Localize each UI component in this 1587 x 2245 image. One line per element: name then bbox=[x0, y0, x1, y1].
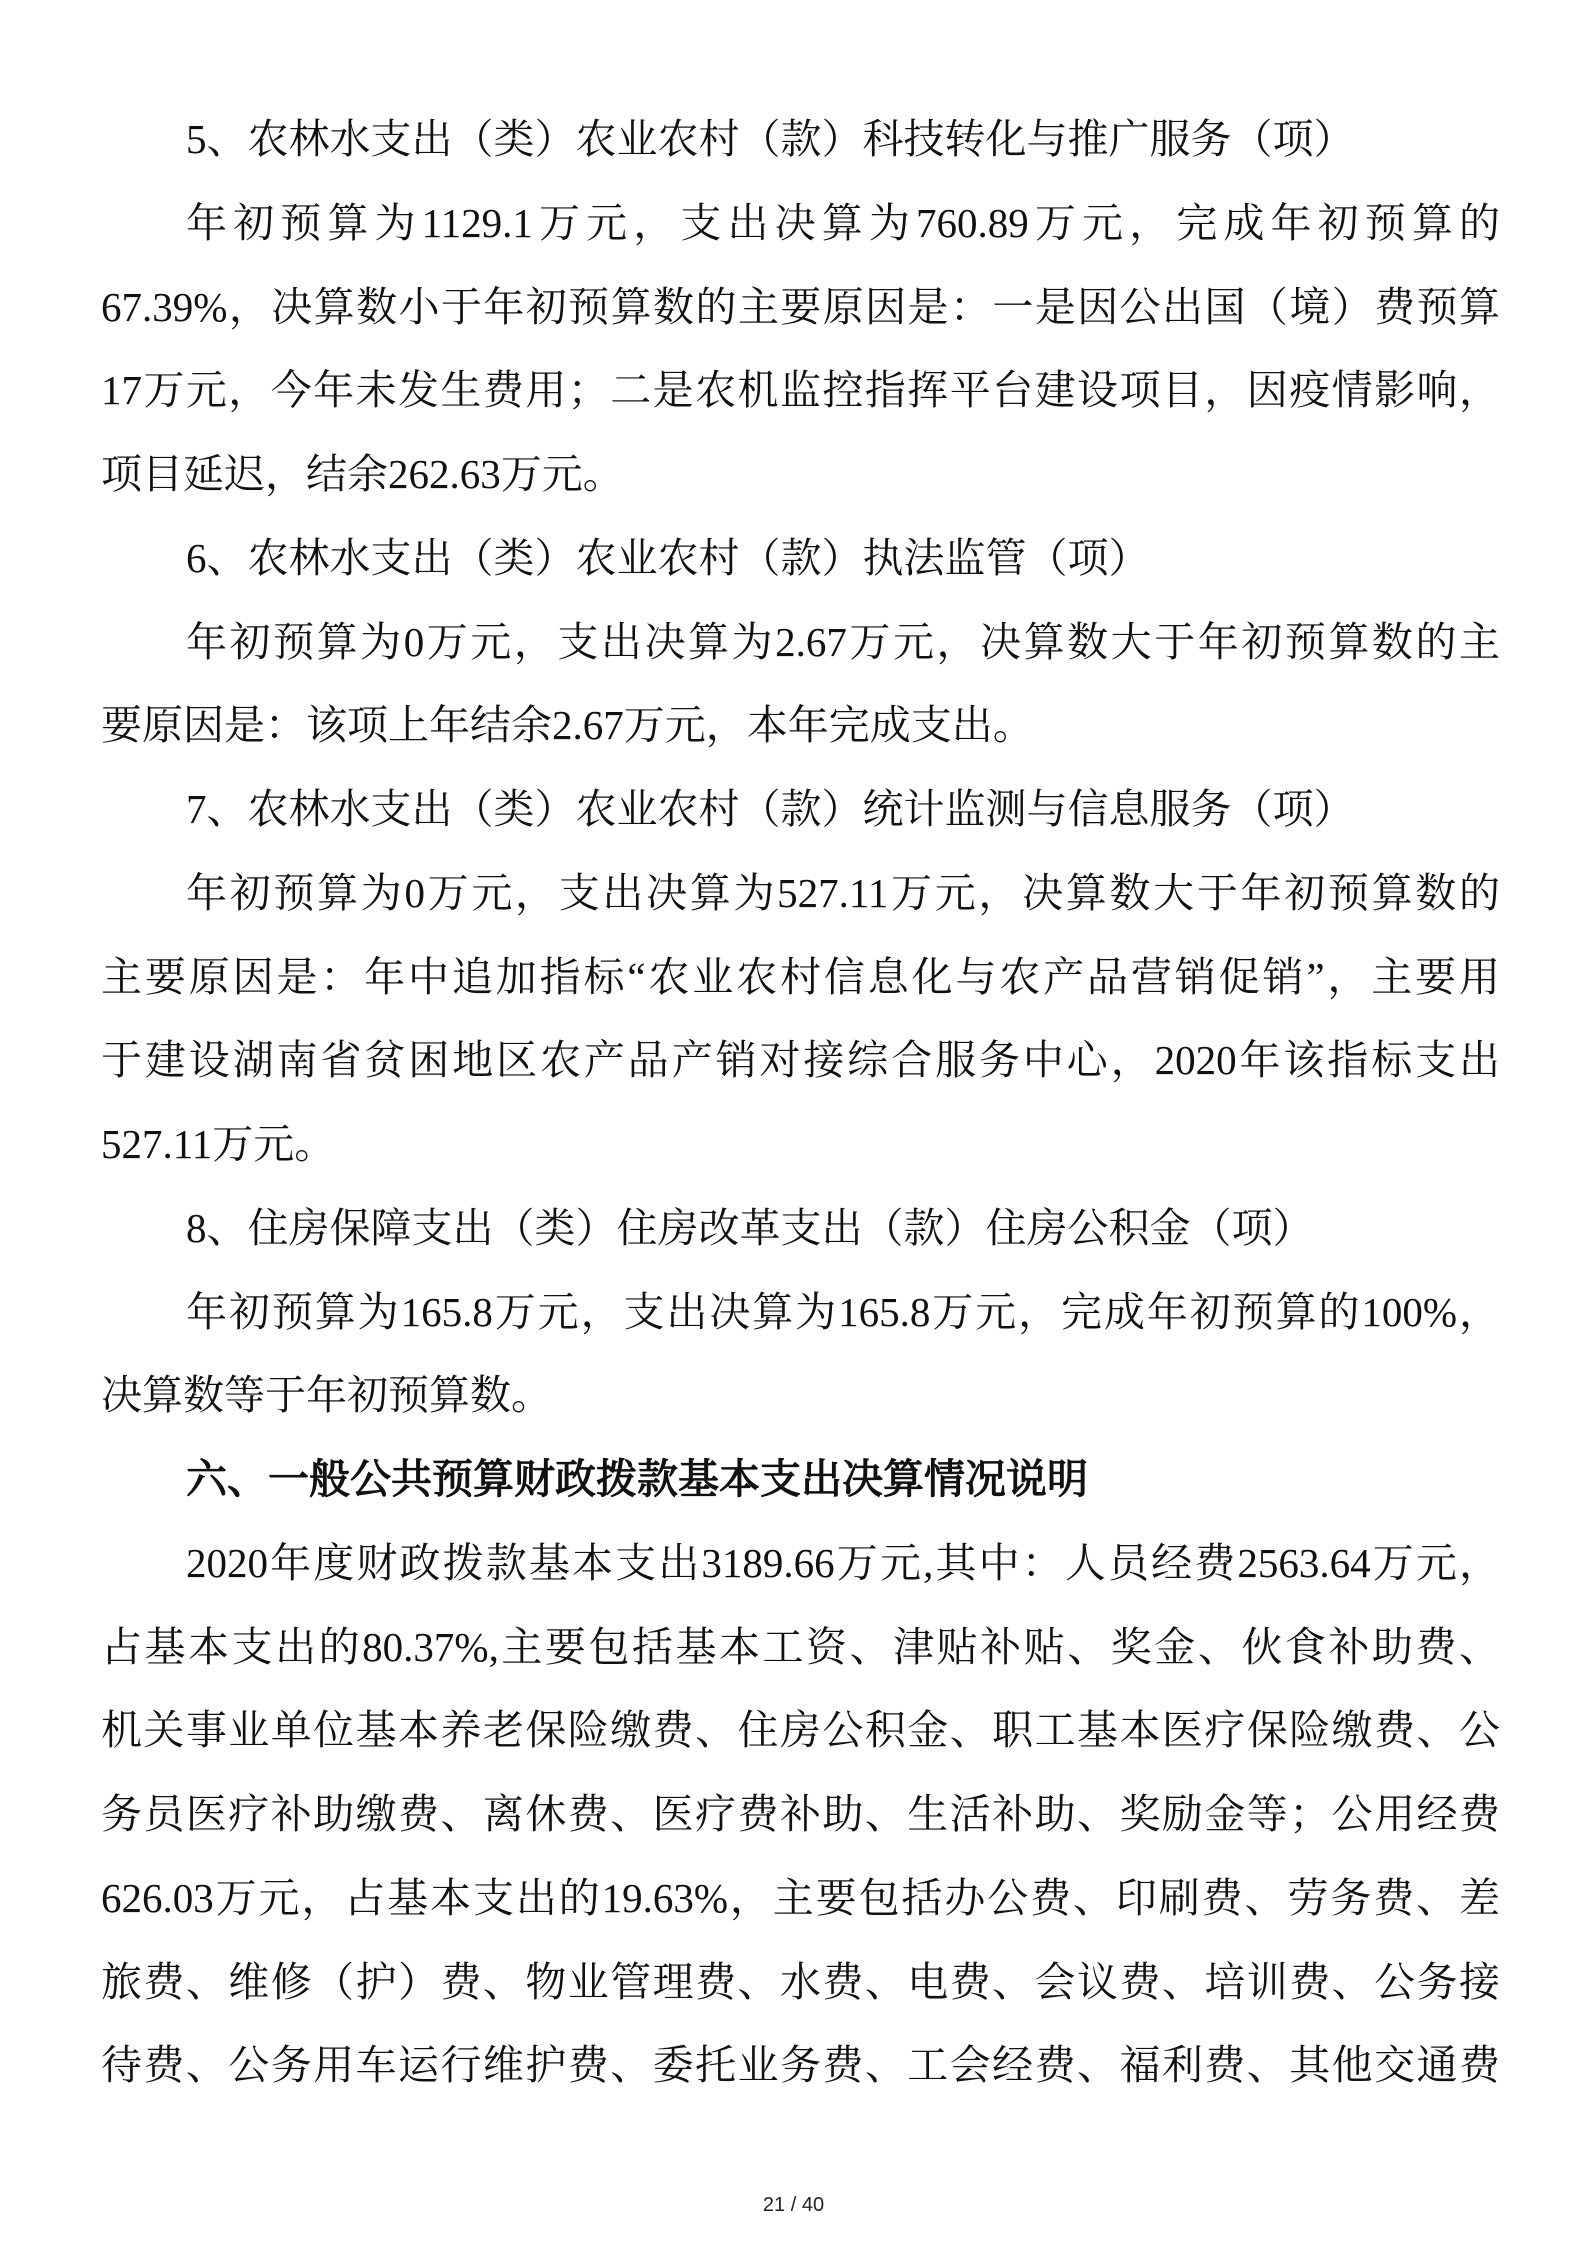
item-heading-5 bbox=[101, 98, 1500, 182]
paragraph-line: 旅费、维修（护）费、物业管理费、水费、电费、会议费、培训费、公务接 bbox=[101, 1958, 1500, 2005]
paragraph-line: 5、农林水支出（类）农业农村（款）科技转化与推广服务（项） bbox=[186, 116, 1355, 162]
section-body-6 bbox=[101, 1522, 1500, 2108]
item-heading-6 bbox=[101, 517, 1500, 601]
paragraph-line: 要原因是：该项上年结余2.67万元，本年完成支出。 bbox=[101, 702, 1034, 749]
section-heading-6 bbox=[101, 1438, 1500, 1522]
item-heading-7 bbox=[101, 768, 1500, 852]
item-heading-8 bbox=[101, 1187, 1500, 1271]
paragraph-line: 于建设湖南省贫困地区农产品产销对接综合服务中心，2020年该指标支出 bbox=[101, 1037, 1500, 1084]
paragraph-line: 待费、公务用车运行维护费、委托业务费、工会经费、福利费、其他交通费 bbox=[101, 2042, 1500, 2089]
paragraph-line: 年初预算为165.8万元，支出决算为165.8万元，完成年初预算的100%， bbox=[186, 1288, 1500, 1335]
item-body-8 bbox=[101, 1271, 1500, 1439]
item-body-5 bbox=[101, 182, 1500, 517]
paragraph-line: 决算数等于年初预算数。 bbox=[101, 1372, 552, 1419]
page-number: 21 / 40 bbox=[762, 2194, 825, 2216]
document-body bbox=[101, 98, 1500, 2108]
paragraph-line: 年初预算为0万元，支出决算为527.11万元，决算数大于年初预算数的 bbox=[186, 869, 1500, 916]
paragraph-line: 17万元，今年未发生费用；二是农机监控指挥平台建设项目，因疫情影响， bbox=[101, 367, 1500, 414]
item-body-7 bbox=[101, 852, 1500, 1187]
paragraph-line: 主要原因是：年中追加指标“农业农村信息化与农产品营销促销”，主要用 bbox=[101, 953, 1500, 1000]
paragraph-line: 7、农林水支出（类）农业农村（款）统计监测与信息服务（项） bbox=[186, 786, 1355, 832]
paragraph-line: 年初预算为0万元，支出决算为2.67万元，决算数大于年初预算数的主 bbox=[186, 618, 1500, 665]
item-body-6 bbox=[101, 601, 1500, 769]
paragraph-line: 626.03万元，占基本支出的19.63%，主要包括办公费、印刷费、劳务费、差 bbox=[101, 1874, 1500, 1921]
paragraph-line: 项目延迟，结余262.63万元。 bbox=[101, 451, 624, 497]
paragraph-line: 年初预算为1129.1万元，支出决算为760.89万元，完成年初预算的 bbox=[186, 199, 1500, 246]
paragraph-line: 占基本支出的80.37%,主要包括基本工资、津贴补贴、奖金、伙食补助费、 bbox=[101, 1623, 1500, 1670]
paragraph-line: 务员医疗补助缴费、离休费、医疗费补助、生活补助、奖励金等；公用经费 bbox=[101, 1791, 1500, 1837]
paragraph-line: 527.11万元。 bbox=[101, 1121, 336, 1167]
paragraph-line: 67.39%，决算数小于年初预算数的主要原因是：一是因公出国（境）费预算 bbox=[101, 283, 1500, 330]
paragraph-line: 2020年度财政拨款基本支出3189.66万元,其中：人员经费2563.64万元， bbox=[186, 1539, 1500, 1586]
paragraph-line: 8、住房保障支出（类）住房改革支出（款）住房公积金（项） bbox=[186, 1204, 1314, 1251]
section-heading-line: 六、一般公共预算财政拨款基本支出决算情况说明 bbox=[186, 1455, 1088, 1503]
paragraph-line: 机关事业单位基本养老保险缴费、住房公积金、职工基本医疗保险缴费、公 bbox=[101, 1707, 1500, 1754]
paragraph-line: 6、农林水支出（类）农业农村（款）执法监管（项） bbox=[186, 534, 1150, 581]
